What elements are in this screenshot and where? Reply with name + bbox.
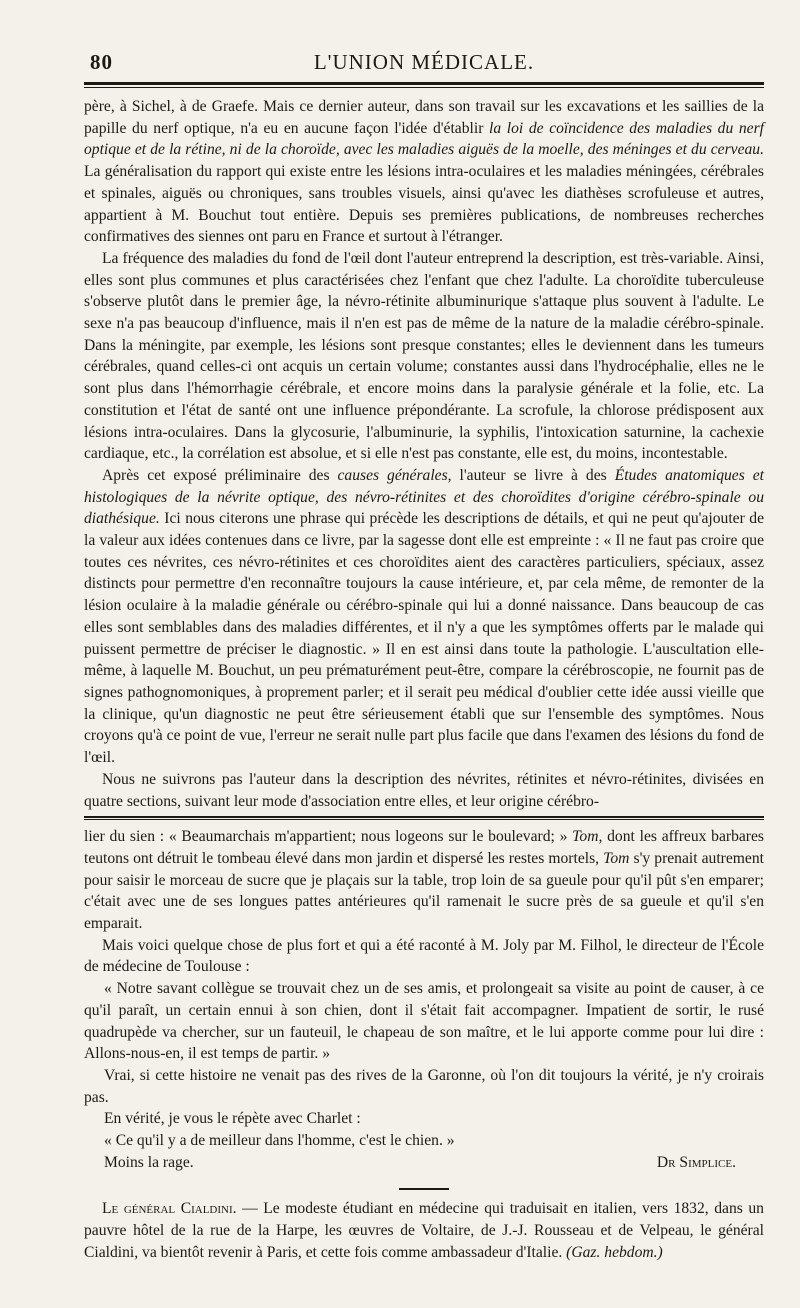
review-p1-italic: la loi de coïncidence des maladies du nerf optique et de la rétine, ni de la choroïde, avec les maladies aiguës de la moelle, des méninges et du cerveau. [84,119,764,159]
review-p3-text-b: l'auteur se livre à des [451,466,615,484]
review-paragraph-4: Nous ne suivrons pas l'auteur dans la description des névrites, rétinites et névro-rétinites, divisées en quatre sections, suivant leur mode d'association entre elles, et leur origine cérébro- [84,770,764,810]
feuilleton-f1-text-a: lier du sien : « Beaumarchais m'appartient; nous logeons sur le boulevard; » [84,828,573,846]
feuilleton-tom-1: Tom, [572,828,603,846]
review-p3-italic-2: Études anatomiques et histologiques de la névrite optique, des névro-rétinites et des choroïdites d'origine cérébro-spinale ou diathésique. [84,466,764,528]
feuilleton-quote-charlet: « Ce qu'il y a de meilleur dans l'homme, c'est le chien. » [104,1132,455,1150]
feuilleton-f1-text-b: dont les affreux barbares teutons ont détruit le tombeau élevé dans mon jardin et dispersé les restes mortels, [84,828,764,867]
news-section [84,1198,764,1263]
news-source: (Gaz. hebdom.) [566,1243,663,1261]
feuilleton-paragraph-7: Moins la rage. [104,1153,194,1171]
feuilleton-f1-text-c: s'y prenait autrement pour saisir le morceau de sucre que je plaçais sur la table, trop loin de sa gueule pour qu'il pût s'en emparer; c'était avec une de ses longues pattes antérieures qu'il ramenait le sucre près de sa gueule et qu'il s'en emparait. [84,849,764,933]
feuilleton-paragraph-5: En vérité, je vous le répète avec Charlet : [104,1110,361,1128]
review-paragraph-2: La fréquence des maladies du fond de l'œil dont l'auteur entreprend la description, est très-variable. Ainsi, elles sont plus communes et plus caractérisées chez l'enfant que chez l'adulte. La choroïdite tuberculeuse s'observe plutôt dans le premier âge, la névro-rétinite albuminurique s'attaque plus souvent à l'adulte. Le sexe n'a pas beaucoup d'influence, mais il n'en est pas de même de la nature de la maladie cérébro-spinale. Dans la méningite, par exemple, les lésions sont presque constantes; elles le deviennent dans les tumeurs cérébrales, quand celles-ci ont acquis un certain volume; constantes aussi dans l'hydrocéphalie, elles ne le sont plus dans l'hémorrhagie cérébrale, et encore moins dans la paralysie générale et la folie, etc. La constitution et l'état de santé ont une influence prépondérante. La scrofule, la chlorose prédisposent aux lésions intra-oculaires. Dans la glycosurie, l'albuminurie, la syphilis, l'intoxication saturnine, la cachexie cardiaque, etc., la corrélation est absolue, et si elle n'est pas constante, elle est, du moins, incontestable. [84,249,764,463]
review-p3-text-a: Après cet exposé préliminaire des [102,466,338,484]
review-p3-text-c: Ici nous citerons une phrase qui précède les descriptions de détails, et qui ne peut qu'ajouter de la valeur aux idées contenues dans ce livre, par la sagesse dont elle est empreinte : « Il ne faut pas croire que toutes ces névrites, ces névro-rétinites et ces choroïdites aient des caractères particuliers, spéciaux, assez distincts pour permettre d'en reconnaître toujours la cause intérieure, et, par cela même, de remonter de la lésion oculaire à la maladie générale ou cérébro-spinale qui lui a donné naissance. Dans beaucoup de cas elles sont semblables dans des maladies différentes, et il n'y a que les symptômes offerts par le malade qui puissent permettre de préciser le diagnostic. » Il en est ainsi dans toute la pathologie. L'auscultation elle-même, à laquelle M. Bouchut, un peu prématurément peut-être, compare la cérébroscopie, ne fournit pas de signes pathognomoniques, à proprement parler; et il serait peu médical d'oublier cette idée aussi vieille que la clinique, qu'un diagnostic ne peut être sérieusement établi que sur l'ensemble des symptômes. Nous croyons qu'à ce point de vue, l'erreur ne serait nulle part plus facile que dans l'examen des lésions du fond de l'œil. [84,510,764,767]
header-rule-thin [84,87,764,88]
page-number: 80 [90,50,113,74]
feuilleton-quote: « Notre savant collègue se trouvait chez un de ses amis, et prolongeait sa visite au point de causer, à ce qu'il paraît, un certain ennui à son chien, dont il s'était fait accompagner. Impatient de sortir, le rusé quadrupède va chercher, sur un fauteuil, le chapeau de son maître, et le lui apporte comme pour lui dire : Allons-nous-en, il est temps de partir. » [84,980,764,1063]
feuilleton-rule-thick [84,816,764,818]
feuilleton-section [84,826,764,1174]
review-p3-italic-1: causes générales, [337,466,452,484]
journal-title: L'UNION MÉDICALE. [313,50,535,74]
feuilleton-paragraph-4: Vrai, si cette histoire ne venait pas des rives de la Garonne, où l'on dit toujours la vérité, je n'y croirais pas. [84,1066,764,1106]
feuilleton-tom-2: Tom [603,849,630,867]
review-p1-text-b: La généralisation du rapport qui existe entre les lésions intra-oculaires et les maladies méningées, cérébrales et spinales, aiguës ou chroniques, sans troubles visuels, ainsi qu'avec les diathèses scrofuleuse et autres, appartient à M. Bouchut tout entière. Depuis ses premières publications, de nombreuses recherches confirmatives des siennes ont paru en France et surtout à l'étranger. [84,163,764,246]
feuilleton-rule-thin [84,819,764,820]
review-paragraph-3 [84,465,764,769]
news-text: — Le modeste étudiant en médecine qui traduisait en italien, vers 1832, dans un pauvre hôtel de la rue de la Harpe, les œuvres de Voltaire, de J.-J. Rousseau et de Velpeau, le général Cialdini, va bientôt revenir à Paris, et cette fois comme ambassadeur d'Italie. [84,1200,764,1261]
news-heading: Le général Cialdini. [102,1200,237,1218]
feuilleton-paragraph-1 [84,826,764,935]
author-signature: Dr Simplice. [656,1154,736,1172]
review-section [84,96,764,812]
review-p1-text-a: père, à Sichel, à de Graefe. Mais ce dernier auteur, dans son travail sur les excavations et les saillies de la papille du nerf optique, n'a eu en aucune façon l'idée d'établir [84,98,764,137]
review-paragraph-1 [84,96,764,248]
page-header [84,44,764,78]
header-rule-thick [84,82,764,85]
feuilleton-paragraph-2: Mais voici quelque chose de plus fort et qui a été raconté à M. Joly par M. Filhol, le directeur de l'École de médecine de Toulouse : [84,936,764,976]
section-separator [399,1188,449,1190]
news-paragraph [84,1198,764,1263]
